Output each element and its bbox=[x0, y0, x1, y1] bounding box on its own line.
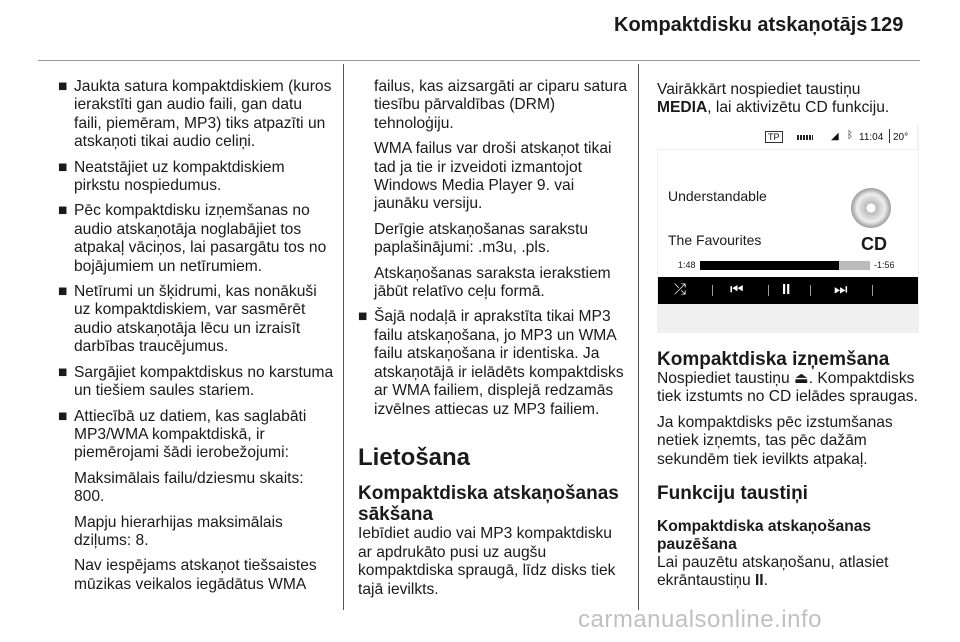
temperature-readout: 20° bbox=[893, 132, 909, 143]
clock-readout: 11:04 bbox=[859, 132, 884, 143]
subsection-heading: Kompaktdiska izņemšana bbox=[657, 349, 890, 370]
column-divider bbox=[343, 64, 344, 610]
section-heading: Lietošana bbox=[358, 443, 471, 471]
paragraph: Ja kompaktdisks pēc izstumšanas netiek izņemts, tas pēc dažām sekundēm tiek ievilkts atpakaļ. bbox=[657, 413, 893, 468]
source-label: CD bbox=[861, 234, 887, 254]
sub-paragraph: Nav iespējams atskaņot tiešsaistes mūzikas veikalos iegādātus WMA bbox=[74, 557, 317, 593]
status-bar bbox=[657, 125, 917, 149]
sub-paragraph: Mapju hierarhijas maksimālais dziļums: 8. bbox=[74, 513, 283, 549]
track-title: Understandable bbox=[668, 188, 767, 204]
paragraph: Vairākkārt nospiediet taustiņu MEDIA, lai aktivizētu CD funkciju. bbox=[657, 81, 890, 117]
playback-controls bbox=[658, 277, 918, 304]
progress-bar[interactable] bbox=[700, 261, 870, 270]
signal-bars-icon bbox=[797, 135, 813, 140]
paragraph: Nospiediet taustiņu ⏏. Kompaktdisks tiek izstumts no CD ielādes spraugas. bbox=[657, 370, 918, 406]
control-divider bbox=[712, 285, 713, 296]
bullet-item: ■ Pēc kompaktdisku izņemšanas no audio atskaņotāja noglabājiet tos atpakaļ vāciņos, lai pasargātu tos no bojājumiem un netīrumiem. bbox=[58, 202, 327, 275]
control-divider bbox=[810, 285, 811, 296]
column-2 bbox=[358, 78, 628, 606]
album-title: The Favourites bbox=[668, 232, 762, 248]
column-divider bbox=[638, 64, 639, 610]
watermark: carmanualsonline.info bbox=[578, 606, 822, 633]
subsection-heading: Funkciju taustiņi bbox=[657, 483, 808, 505]
previous-track-icon[interactable]: ⏮ bbox=[730, 281, 744, 298]
sub-paragraph: failus, kas aizsargāti ar ciparu satura tiesību pārvaldības (DRM) tehnoloģiju. bbox=[374, 78, 628, 132]
control-divider bbox=[768, 285, 769, 296]
sub-paragraph: Atskaņošanas saraksta ierakstiem jābūt relatīvo ceļu formā. bbox=[374, 264, 611, 301]
cd-disc-icon bbox=[851, 188, 891, 228]
column-3 bbox=[657, 81, 927, 125]
bluetooth-icon: ᛒ bbox=[847, 130, 853, 141]
column-1 bbox=[58, 78, 334, 601]
control-divider bbox=[872, 285, 873, 296]
status-divider bbox=[889, 129, 890, 143]
bullet-item: ■ Sargājiet kompaktdiskus no karstuma un tiešiem saules stariem. bbox=[58, 363, 334, 400]
header-rule bbox=[38, 60, 920, 61]
shuffle-icon[interactable]: ⤮ bbox=[674, 281, 687, 298]
pause-icon[interactable]: II bbox=[782, 281, 791, 298]
signal-icon: ◢ bbox=[831, 131, 839, 142]
paragraph: Iebīdiet audio vai MP3 kompaktdisku ar apdrukāto pusi uz augšu kompaktdiska spraugā, līdz disks tiek tajā ievilkts. bbox=[358, 525, 616, 598]
tp-indicator: TP bbox=[765, 131, 783, 143]
page-number: 129 bbox=[870, 14, 904, 36]
eject-icon: ⏏ bbox=[793, 370, 809, 387]
bullet-item: ■ Jaukta satura kompaktdiskiem (kuros ierakstīti gan audio faili, gan datu faili, piemēram, MP3) tiks atpazīti un atskaņoti tikai audio celiņi. bbox=[58, 78, 332, 151]
sub-paragraph: Derīgie atskaņošanas sarakstu paplašinājumi: .m3u, .pls. bbox=[374, 220, 589, 257]
subsection-heading: Kompaktdiska atskaņošanas sākšana bbox=[358, 483, 619, 526]
bullet-item: ■ Attiecībā uz datiem, kas saglabāti MP3/WMA kompaktdiskā, ir piemērojami šādi ierobežojumi: bbox=[58, 407, 307, 462]
sub-paragraph: Maksimālais failu/dziesmu skaits: 800. bbox=[74, 469, 304, 506]
bullet-item: ■ Netīrumi un šķidrumi, kas nonākuši uz kompaktdiskiem, var sasmērēt audio atskaņotāja lēcu un izraisīt darbības traucējumus. bbox=[58, 283, 317, 356]
elapsed-time: 1:48 bbox=[678, 260, 696, 270]
bullet-item: ■ Neatstājiet uz kompaktdiskiem pirkstu nospiedumus. bbox=[58, 158, 285, 195]
media-key-label: MEDIA bbox=[657, 99, 708, 117]
bullet-item: ■ Šajā nodaļā ir aprakstīta tikai MP3 failu atskaņošana, jo MP3 un WMA failu atskaņošana ir identiska. Ja atskaņotājā ir ielādēts kompaktdisks ar WMA failiem, displejā redzamās izvēlnes attiecas uz MP3 failiem. bbox=[358, 308, 624, 418]
pause-key-label: II bbox=[754, 572, 764, 590]
column-3-lower bbox=[657, 349, 927, 598]
next-track-icon[interactable]: ⏭ bbox=[834, 281, 848, 298]
minor-heading: Kompaktdiska atskaņošanas pauzēšana bbox=[657, 518, 872, 554]
page-header-title: Kompaktdisku atskaņotājs bbox=[614, 14, 868, 36]
remaining-time: -1:56 bbox=[874, 260, 895, 270]
progress-fill bbox=[700, 261, 839, 270]
sub-paragraph: WMA failus var droši atskaņot tikai tad ja tie ir izveidoti izmantojot Windows Media Player 9. vai jaunāku versiju. bbox=[374, 140, 612, 213]
paragraph: Lai pauzētu atskaņošanu, atlasiet ekrāntaustiņu II. bbox=[657, 554, 889, 590]
